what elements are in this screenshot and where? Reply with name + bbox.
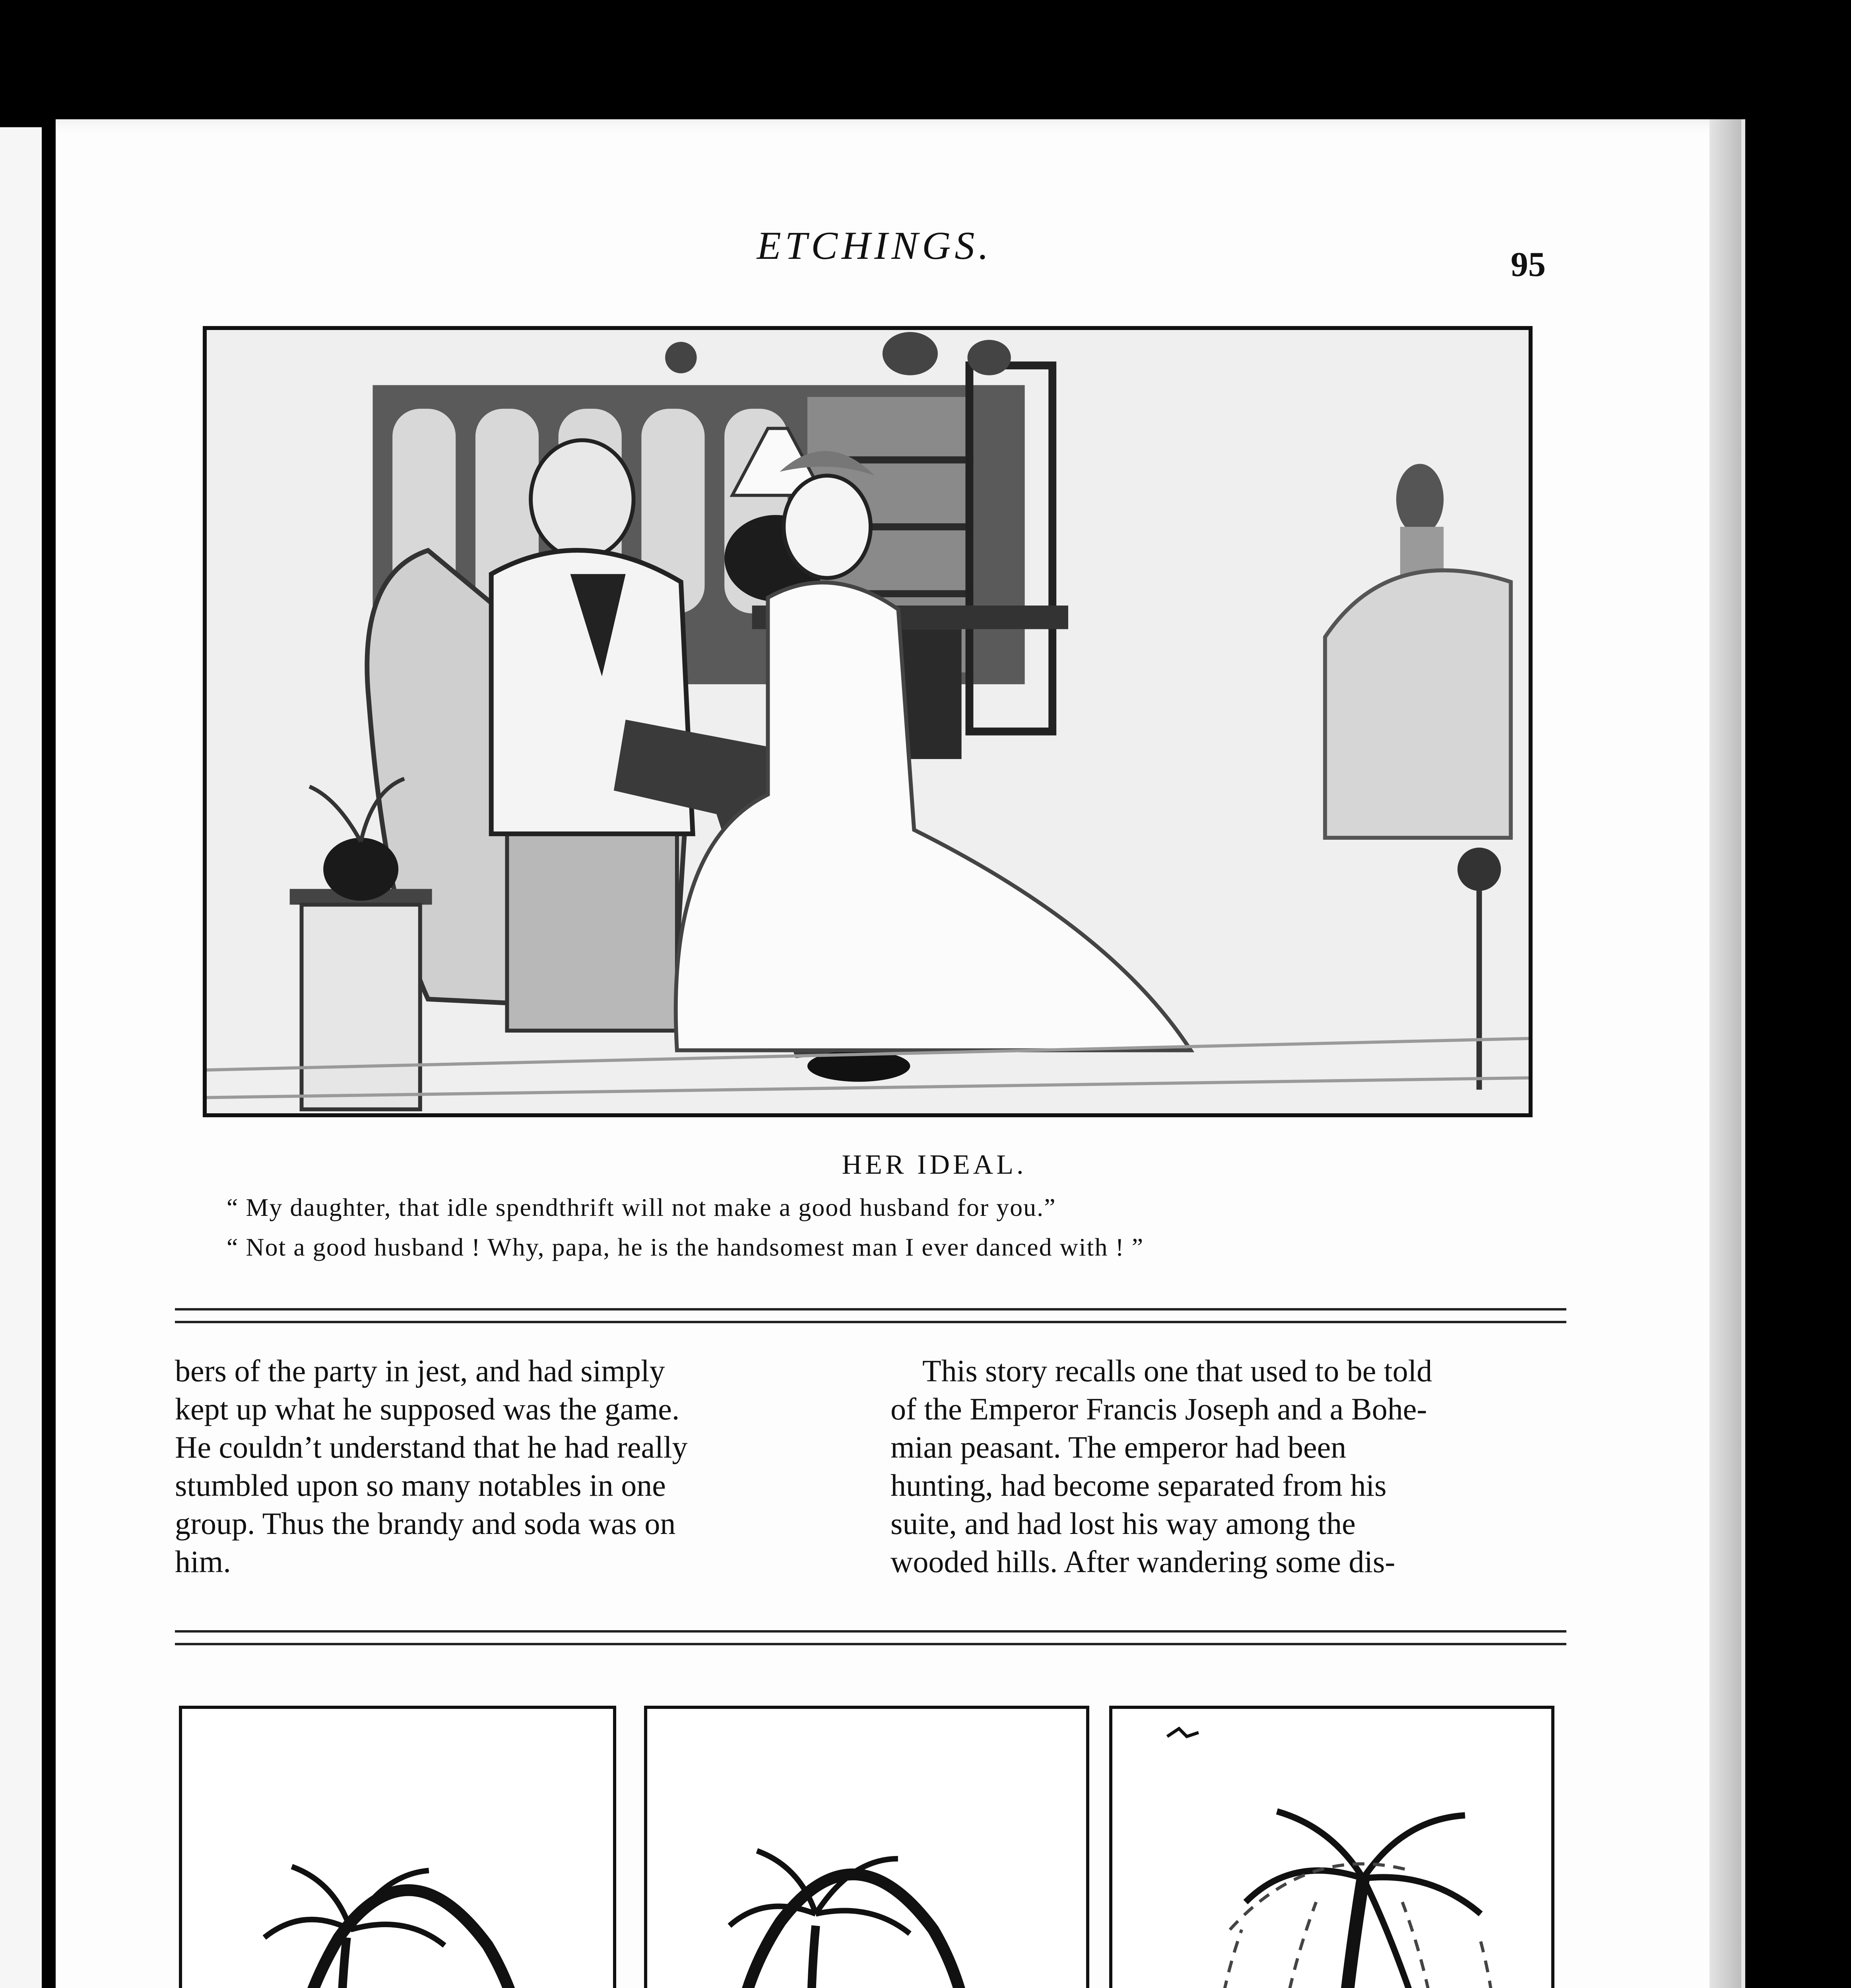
caption-line-father: “ My daughter, that idle spendthrift will not make a good husband for you.”	[227, 1193, 1056, 1221]
article-line: suite, and had lost his way among the	[891, 1506, 1356, 1541]
lion-appears-drawing	[647, 1709, 1086, 1988]
article-line: bers of the party in jest, and had simply	[175, 1353, 665, 1388]
article-right-column	[891, 1352, 1566, 1581]
page-edge-shadow	[1709, 119, 1741, 1988]
article-line: stumbled upon so many notables in one	[175, 1468, 666, 1503]
article-line: of the Emperor Francis Joseph and a Bohe-	[891, 1392, 1427, 1426]
article-line: This story recalls one that used to be told	[922, 1353, 1432, 1388]
her-ideal-illustration	[203, 326, 1533, 1117]
section-divider-bottom	[175, 1630, 1566, 1645]
comic-panel-iv	[179, 1706, 616, 1988]
page-number: 95	[1511, 245, 1546, 284]
article-line: mian peasant. The emperor had been	[891, 1430, 1347, 1464]
article-line: He couldn’t understand that he had really	[175, 1430, 688, 1464]
article-line: hunting, had become separated from his	[891, 1468, 1387, 1503]
comic-panel-vi	[1109, 1706, 1554, 1988]
article-line: him.	[175, 1544, 231, 1579]
article-line: wooded hills. After wandering some dis-	[891, 1544, 1395, 1579]
article-line: kept up what he supposed was the game.	[175, 1392, 680, 1426]
palm-tree-nut-picking-drawing	[182, 1709, 613, 1988]
section-divider-top	[175, 1308, 1566, 1323]
catapult-launch-drawing	[1112, 1709, 1551, 1988]
previous-page-edge	[0, 127, 42, 1988]
parlor-scene-drawing	[207, 330, 1529, 1113]
article-line: group. Thus the brandy and soda was on	[175, 1506, 676, 1541]
caption-line-daughter: “ Not a good husband ! Why, papa, he is the handsomest man I ever danced with ! ”	[227, 1233, 1144, 1261]
illustration-caption-title: HER IDEAL.	[842, 1149, 1027, 1180]
running-head: ETCHINGS.	[757, 223, 993, 268]
comic-panel-v	[644, 1706, 1089, 1988]
article-left-column	[175, 1352, 851, 1581]
